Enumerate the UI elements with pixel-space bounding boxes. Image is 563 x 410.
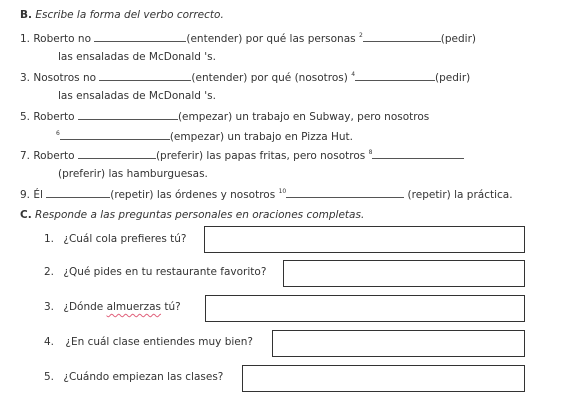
item-7-continuation: (preferir) las hamburguesas. (58, 168, 208, 180)
section-c-letter: C. (20, 209, 32, 221)
section-b-letter: B. (20, 9, 32, 21)
question-3-text-pre: ¿Dónde (63, 301, 107, 313)
item-1-number: 1. Roberto no (20, 33, 92, 45)
item-9-blank-a[interactable] (46, 187, 110, 198)
item-7-blank-b[interactable] (372, 148, 464, 159)
exercise-item-3 (20, 70, 470, 85)
item-5-verb-a: (empezar) un trabajo en Subway, pero nosotros (177, 111, 430, 123)
question-1-text: ¿Cuál cola prefieres tú? (63, 233, 187, 245)
item-1-superscript: 2 (358, 32, 363, 39)
answer-box-5[interactable] (242, 365, 525, 392)
question-5-text: ¿Cuándo empiezan las clases? (63, 371, 224, 383)
item-5-superscript: 6 (56, 130, 60, 137)
item-5-blank-a[interactable] (78, 109, 178, 120)
exercise-item-1 (20, 31, 476, 46)
question-4-text: ¿En cuál clase entiendes muy bien? (65, 336, 253, 348)
item-1-continuation: las ensaladas de McDonald 's. (58, 51, 216, 63)
exercise-item-9 (20, 187, 513, 202)
question-2-number: 2. (44, 266, 55, 278)
item-1-verb-a: (entender) por qué las personas (186, 33, 356, 45)
item-9-number: 9. Él (20, 189, 43, 201)
item-9-verb-a: (repetir) las órdenes y nosotros (110, 189, 276, 201)
item-3-verb-b: (pedir) (435, 72, 471, 84)
item-3-blank-b[interactable] (355, 70, 435, 81)
item-5-blank-b[interactable] (60, 129, 170, 140)
item-3-number: 3. Nosotros no (20, 72, 97, 84)
item-5-verb-b: (empezar) un trabajo en Pizza Hut. (169, 131, 353, 143)
exercise-item-7 (20, 148, 464, 163)
exercise-item-5 (20, 109, 429, 124)
item-3-continuation: las ensaladas de McDonald 's. (58, 90, 216, 102)
item-5-continuation (56, 129, 353, 144)
question-3-number: 3. (44, 301, 55, 313)
answer-box-2[interactable] (283, 260, 525, 287)
question-1 (44, 233, 187, 246)
question-4 (44, 336, 253, 349)
question-5-number: 5. (44, 371, 55, 383)
answer-box-3[interactable] (205, 295, 525, 322)
question-1-number: 1. (44, 233, 55, 245)
item-1-blank-a[interactable] (94, 31, 186, 42)
item-9-blank-b[interactable] (286, 187, 404, 198)
item-3-blank-a[interactable] (99, 70, 191, 81)
item-9-verb-b: (repetir) la práctica. (407, 189, 513, 201)
question-4-number: 4. (44, 336, 55, 348)
question-2 (44, 266, 266, 279)
question-3-text-post: tú? (161, 301, 181, 313)
section-b-header (20, 9, 224, 22)
question-3 (44, 301, 181, 314)
item-1-verb-b: (pedir) (440, 33, 476, 45)
answer-box-4[interactable] (272, 330, 525, 357)
item-9-superscript: 10 (278, 188, 287, 195)
question-2-text: ¿Qué pides en tu restaurante favorito? (63, 266, 267, 278)
answer-box-1[interactable] (204, 226, 525, 253)
item-3-verb-a: (entender) por qué (nosotros) (191, 72, 348, 84)
item-3-superscript: 4 (351, 71, 356, 78)
question-3-text (63, 301, 180, 313)
item-7-number: 7. Roberto (20, 150, 75, 162)
item-7-blank-a[interactable] (78, 148, 156, 159)
section-c-header (20, 209, 364, 222)
item-7-superscript: 8 (368, 149, 373, 156)
section-c-instruction: Responde a las preguntas personales en oraciones completas. (35, 209, 365, 221)
section-b-instruction: Escribe la forma del verbo correcto. (35, 9, 224, 21)
question-5 (44, 371, 223, 384)
spellcheck-underlined-word: almuerzas (106, 301, 162, 313)
item-1-blank-b[interactable] (363, 31, 441, 42)
item-7-verb-a: (preferir) las papas fritas, pero nosotros (155, 150, 366, 162)
item-5-number: 5. Roberto (20, 111, 75, 123)
